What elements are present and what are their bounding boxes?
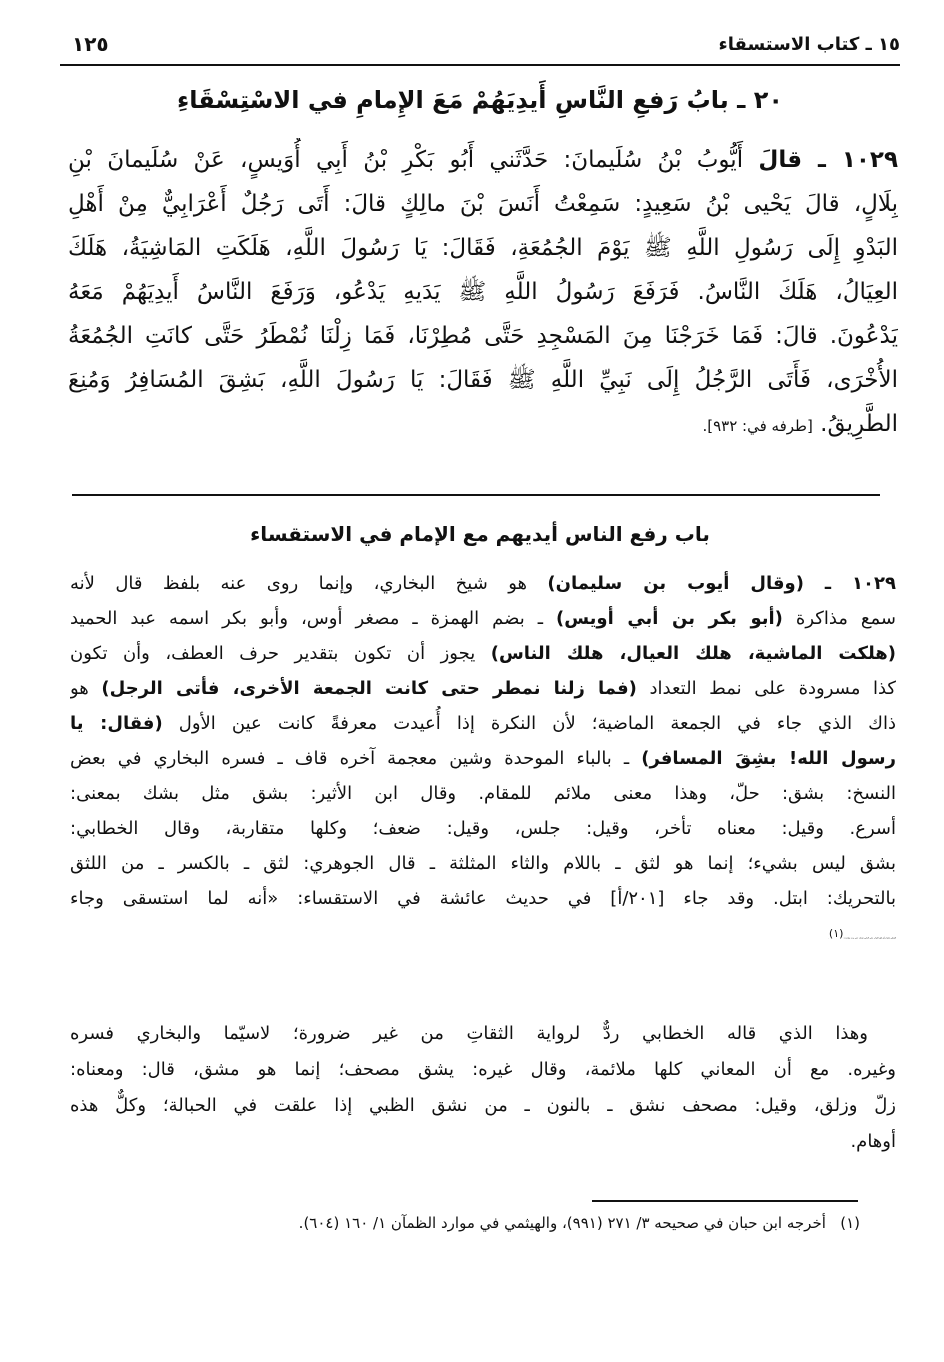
text-line	[70, 881, 896, 916]
footnote-rule	[592, 1200, 858, 1202]
text-line	[70, 636, 896, 671]
text-segment: النسخ: بشق: حلّ، وهذا معنى ملائم للمقام. وقال ابن الأثير: بشق مثل بشك بمعنى:	[70, 783, 896, 804]
text-line	[70, 776, 896, 811]
text-segment: المطر، فلما رأى لثق الثياب على الناس ضحك حتى بدت نواجده»	[843, 937, 896, 940]
text-line	[70, 671, 896, 706]
text-line	[70, 1124, 896, 1160]
text-segment: يجوز أن تكون بتقدير حرف العطف، وأن تكون	[70, 643, 491, 664]
footnote	[70, 1214, 860, 1232]
text-line	[68, 226, 898, 270]
bold-quote-segment: (أبو بكر بن أبي أويس)	[556, 608, 783, 629]
bold-quote-segment: رسول الله! بشِقَ المسافر)	[641, 748, 896, 769]
text-segment: وغيره. مع أن المعاني كلها ملائمة، وقال غيره: يشق مصحف؛ إنما هو مشق، قال: ومعناه:	[70, 1059, 896, 1080]
text-segment: الأُخْرَى، فَأَتَى الرَّجُلُ إِلَى نَبِيِّ اللَّهِ ﷺ فَقَالَ: يَا رَسُولَ اللَّهِ، بَشِقَ المُسَافِرُ وَمُنِعَ	[68, 367, 898, 393]
running-header-book-title: ١٥ ـ كتاب الاستسقاء	[718, 34, 900, 55]
text-line	[70, 601, 896, 636]
text-segment: ـ بالباء الموحدة وشين معجمة آخره قاف ـ فسره البخاري في بعض	[70, 748, 642, 769]
text-segment: أَيُّوبُ بْنُ سُلَيمانَ: حَدَّثَني أَبُو بَكْرِ بْنُ أَبِي أُوَيسٍ، عَنْ سُلَيمانَ بْنِ	[68, 147, 759, 173]
text-line	[68, 270, 898, 314]
text-segment: أسرع. وقيل: معناه تأخر، وقيل: جلس، وقيل: ضعف؛ وكلها متقاربة، وقال الخطابي:	[70, 818, 896, 839]
text-line	[68, 138, 898, 182]
text-segment: وهذا الذي قاله الخطابي ردٌّ لرواية الثقاتِ من غير ضرورة؛ لاسيّما والبخاري فسره	[70, 1023, 868, 1044]
text-segment: بِلَالٍ، قالَ يَحْيى بْنُ سَعِيدٍ: سَمِعْتُ أَنَسَ بْنَ مالِكٍ قالَ: أَتَى رَجُلٌ أَعْرَابِيٌّ مِنْ أَهْلِ	[68, 191, 898, 217]
text-line	[70, 846, 896, 881]
text-segment: بالتحريك: ابتل. وقد جاء [٢٠١/أ] في حديث عائشة في الاستقساء: «أنه لما استسقى وجاء	[70, 888, 896, 909]
commentary-paragraph-1	[70, 566, 896, 951]
text-line	[68, 402, 898, 446]
hadith-text	[68, 138, 898, 446]
bold-quote-segment: (هلكت الماشية، هلك العيال، هلك الناس)	[490, 643, 896, 664]
text-line	[68, 182, 898, 226]
bold-quote-segment: (فما زلنا نمطر حتى كانت الجمعة الأخرى، فأتى الرجل)	[101, 678, 637, 699]
bold-quote-segment: (فقال: يا	[70, 713, 163, 734]
chapter-title: ٢٠ ـ بابُ رَفعِ النَّاسِ أَيدِيَهُمْ مَعَ الإِمامِ في الاسْتِسْقَاءِ	[177, 86, 783, 114]
text-segment: ذاك الذي جاء في الجمعة الماضية؛ لأن النكرة إذا أُعيدت معرفةً كانت عين الأول	[162, 713, 896, 734]
text-segment: يَدْعُونَ. قالَ: فَمَا خَرَجْنَا مِنَ المَسْجِدِ حَتَّى مُطِرْنَا، فَمَا زِلْنَا نُمْطَرُ حَتَّى كانَتِ الجُمُعَةُ	[68, 323, 898, 349]
section-divider	[72, 494, 880, 496]
text-segment: البَدْوِ إِلَى رَسُولِ اللَّهِ ﷺ يَوْمَ الجُمُعَةِ، فَقَالَ: يَا رَسُولَ اللَّهِ، هَلَكَتِ المَاشِيَةُ، هَلَكَ	[68, 235, 898, 261]
commentary-paragraph-2	[70, 1016, 896, 1160]
text-line	[70, 916, 896, 951]
text-line	[70, 811, 896, 846]
bold-quote-segment: ١٠٢٩ ـ قالَ	[758, 147, 898, 173]
text-line	[68, 358, 898, 402]
text-segment: [طرفه في: ٩٣٢].	[702, 417, 813, 435]
text-segment: سمع مذاكرة	[782, 608, 896, 629]
footnote-marker: (١)	[840, 1214, 860, 1232]
text-segment: هو	[70, 678, 102, 699]
text-segment: الطَّرِيقُ.	[812, 411, 898, 437]
footnote-reference: (١)	[828, 927, 844, 940]
text-segment: ـ بضم الهمزة ـ مصغر أوس، وأبو بكر اسمه عبد الحميد	[70, 608, 556, 629]
text-line	[68, 314, 898, 358]
text-segment: .	[828, 937, 829, 940]
text-line	[70, 1016, 896, 1052]
text-segment: أوهام.	[850, 1131, 896, 1152]
text-line	[70, 1052, 896, 1088]
text-segment: العِيَالُ، هَلَكَ النَّاسُ. فَرَفَعَ رَسُولُ اللَّهِ ﷺ يَدَيهِ يَدْعُو، وَرَفَعَ النَّاسُ أَيدِيَهُمْ مَعَهُ	[68, 279, 898, 305]
text-line	[70, 1088, 896, 1124]
page-number: ١٢٥	[72, 32, 109, 56]
text-segment: زلّ وزلق، وقيل: مصحف نشق ـ بالنون ـ من نشق الظبي إذا علقت في الحبالة؛ وكلٌّ هذه	[70, 1095, 896, 1116]
text-line	[70, 566, 896, 601]
text-segment: كذا مسرودة على نمط التعداد	[636, 678, 896, 699]
header-rule	[60, 64, 900, 66]
text-line	[70, 741, 896, 776]
text-segment: هو شيخ البخاري، وإنما روى عنه بلفظ قال لأنه	[70, 573, 548, 594]
commentary-title: باب رفع الناس أيديهم مع الإمام في الاستقساء	[250, 522, 710, 546]
text-line	[70, 706, 896, 741]
text-segment: بشق ليس بشيء؛ إنما هو لثق ـ باللام والثاء المثلثة ـ قال الجوهري: لثق ـ بالكسر ـ من اللثق	[70, 853, 896, 874]
bold-quote-segment: ١٠٢٩ ـ (وقال أيوب بن سليمان)	[547, 573, 896, 594]
footnote-text: أخرجه ابن حبان في صحيحه ٣/ ٢٧١ (٩٩١)، والهيثمي في موارد الظمآن ١/ ١٦٠ (٦٠٤).	[298, 1214, 826, 1232]
